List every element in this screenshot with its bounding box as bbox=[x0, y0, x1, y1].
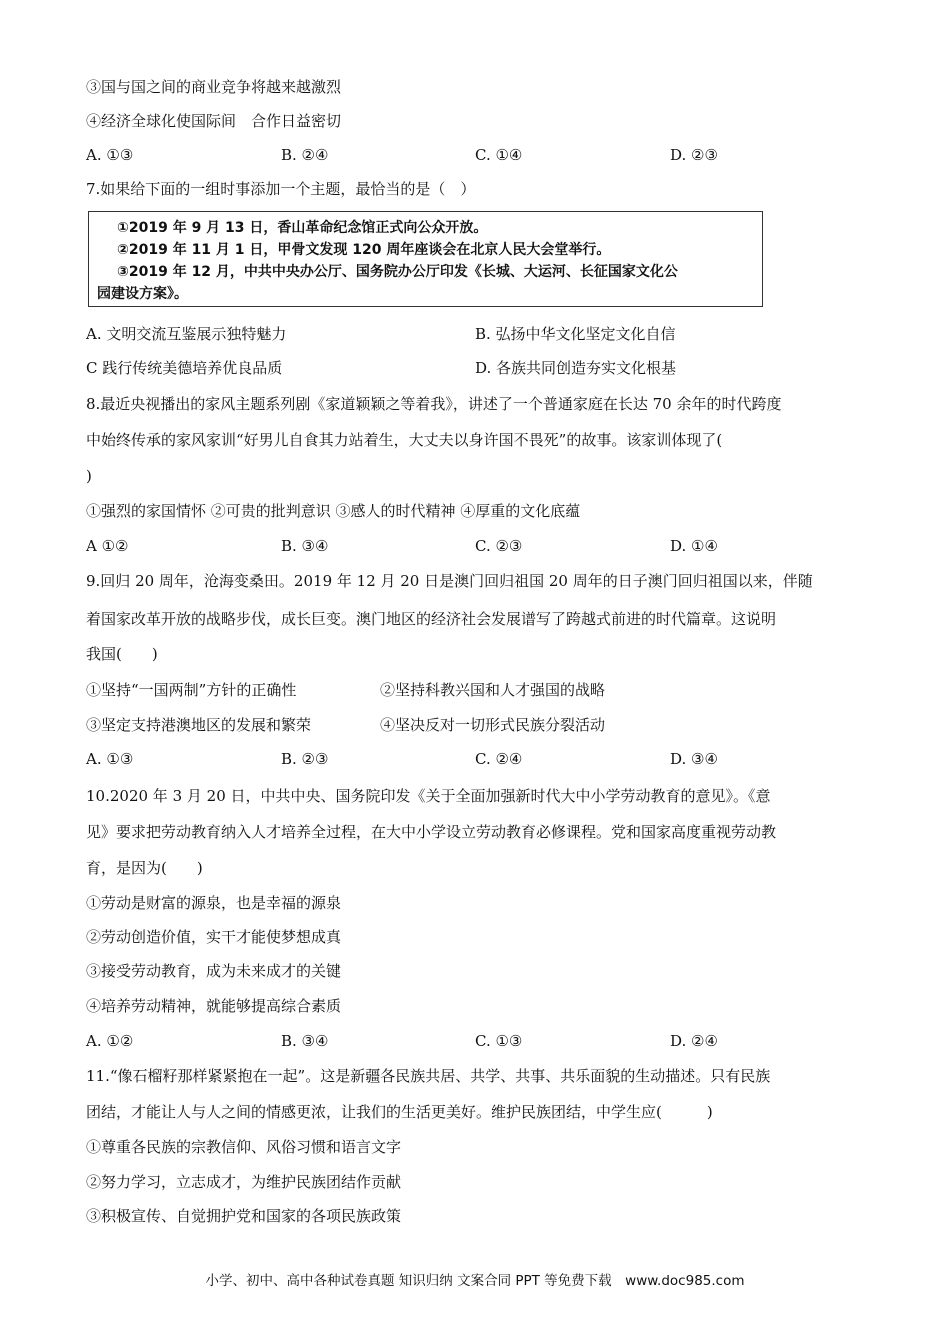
q7-event-3: ③2019 年 12 月，中共中央办公厅、国务院办公厅印发《长城、大运河、长征国家文化公 bbox=[117, 264, 678, 280]
q7-event-2: ②2019 年 11 月 1 日，甲骨文发现 120 周年座谈会在北京人民大会堂举行。 bbox=[117, 242, 611, 258]
q8-option-d[interactable]: D. ①④ bbox=[670, 537, 718, 555]
q9-statement-2: ②坚持科教兴国和人才强国的战略 bbox=[380, 681, 606, 699]
q7-option-b[interactable]: B. 弘扬中华文化坚定文化自信 bbox=[475, 325, 676, 343]
q7-events-box bbox=[88, 211, 763, 307]
q10-statement-4: ④培养劳动精神，就能够提高综合素质 bbox=[86, 997, 342, 1015]
page-footer: 小学、初中、高中各种试卷真题 知识归纳 文案合同 PPT 等免费下载 www.doc985.com bbox=[205, 1273, 745, 1289]
q9-stem-line-1: 9.回归 20 周年，沧海变桑田。2019 年 12 月 20 日是澳门回归祖国 20 周年的日子澳门回归祖国以来，伴随 bbox=[86, 572, 813, 590]
q6-option-d[interactable]: D. ②③ bbox=[670, 146, 718, 164]
q6-option-c[interactable]: C. ①④ bbox=[475, 146, 523, 164]
q8-option-b[interactable]: B. ③④ bbox=[281, 537, 329, 555]
q9-option-b[interactable]: B. ②③ bbox=[281, 750, 329, 768]
q11-stem-line-1: 11.“像石榴籽那样紧紧抱在一起”。这是新疆各民族共居、共学、共事、共乐面貌的生动描述。只有民族 bbox=[86, 1067, 771, 1085]
q8-stem-line-3: ) bbox=[86, 467, 92, 485]
q8-option-c[interactable]: C. ②③ bbox=[475, 537, 523, 555]
q10-statement-1: ①劳动是财富的源泉，也是幸福的源泉 bbox=[86, 894, 342, 912]
q8-option-a[interactable]: A ①② bbox=[86, 537, 129, 555]
q10-stem-line-3: 育，是因为( ) bbox=[86, 859, 203, 877]
q10-option-d[interactable]: D. ②④ bbox=[670, 1032, 718, 1050]
q8-stem-line-2: 中始终传承的家风家训“好男儿自食其力站着生，大丈夫以身许国不畏死”的故事。该家训体现了( bbox=[86, 431, 723, 449]
q9-statement-3: ③坚定支持港澳地区的发展和繁荣 bbox=[86, 716, 312, 734]
q11-statement-2: ②努力学习，立志成才，为维护民族团结作贡献 bbox=[86, 1173, 402, 1191]
q10-statement-3: ③接受劳动教育，成为未来成才的关键 bbox=[86, 962, 342, 980]
q7-option-d[interactable]: D. 各族共同创造夯实文化根基 bbox=[475, 359, 677, 377]
q10-stem-line-2: 见》要求把劳动教育纳入人才培养全过程，在大中小学设立劳动教育必修课程。党和国家高度重视劳动教 bbox=[86, 823, 777, 841]
q10-option-b[interactable]: B. ③④ bbox=[281, 1032, 329, 1050]
q7-event-1: ①2019 年 9 月 13 日，香山革命纪念馆正式向公众开放。 bbox=[117, 220, 488, 236]
q10-statement-2: ②劳动创造价值，实干才能使梦想成真 bbox=[86, 928, 342, 946]
q11-statement-3: ③积极宣传、自觉拥护党和国家的各项民族政策 bbox=[86, 1207, 402, 1225]
q11-statement-1: ①尊重各民族的宗教信仰、风俗习惯和语言文字 bbox=[86, 1138, 402, 1156]
q6-statement-4: ④经济全球化使国际间 合作日益密切 bbox=[86, 112, 342, 130]
q6-statement-3: ③国与国之间的商业竞争将越来越激烈 bbox=[86, 78, 342, 96]
q9-statement-4: ④坚决反对一切形式民族分裂活动 bbox=[380, 716, 606, 734]
q10-stem-line-1: 10.2020 年 3 月 20 日，中共中央、国务院印发《关于全面加强新时代大中小学劳动教育的意见》。《意 bbox=[86, 787, 771, 805]
q7-stem: 7.如果给下面的一组时事添加一个主题，最恰当的是（ ） bbox=[86, 180, 476, 198]
q8-stem-line-1: 8.最近央视播出的家风主题系列剧《家道颖颖之等着我》，讲述了一个普通家庭在长达 70 余年的时代跨度 bbox=[86, 395, 782, 413]
q10-option-a[interactable]: A. ①② bbox=[86, 1032, 134, 1050]
q7-event-3-cont: 园建设方案》。 bbox=[97, 286, 188, 302]
q10-option-c[interactable]: C. ①③ bbox=[475, 1032, 523, 1050]
q7-option-a[interactable]: A. 文明交流互鉴展示独特魅力 bbox=[86, 325, 287, 343]
q7-option-c[interactable]: C 践行传统美德培养优良品质 bbox=[86, 359, 283, 377]
q9-stem-line-3: 我国( ) bbox=[86, 645, 158, 663]
q9-option-c[interactable]: C. ②④ bbox=[475, 750, 523, 768]
q9-option-d[interactable]: D. ③④ bbox=[670, 750, 718, 768]
q9-statement-1: ①坚持“一国两制”方针的正确性 bbox=[86, 681, 297, 699]
q9-stem-line-2: 着国家改革开放的战略步伐，成长巨变。澳门地区的经济社会发展谱写了跨越式前进的时代篇章。这说明 bbox=[86, 610, 777, 628]
q6-option-a[interactable]: A. ①③ bbox=[86, 146, 134, 164]
q11-stem-line-2: 团结，才能让人与人之间的情感更浓，让我们的生活更美好。维护民族团结，中学生应( ) bbox=[86, 1103, 713, 1121]
q9-option-a[interactable]: A. ①③ bbox=[86, 750, 134, 768]
q8-statements: ①强烈的家国情怀 ②可贵的批判意识 ③感人的时代精神 ④厚重的文化底蕴 bbox=[86, 502, 581, 520]
q6-option-b[interactable]: B. ②④ bbox=[281, 146, 329, 164]
